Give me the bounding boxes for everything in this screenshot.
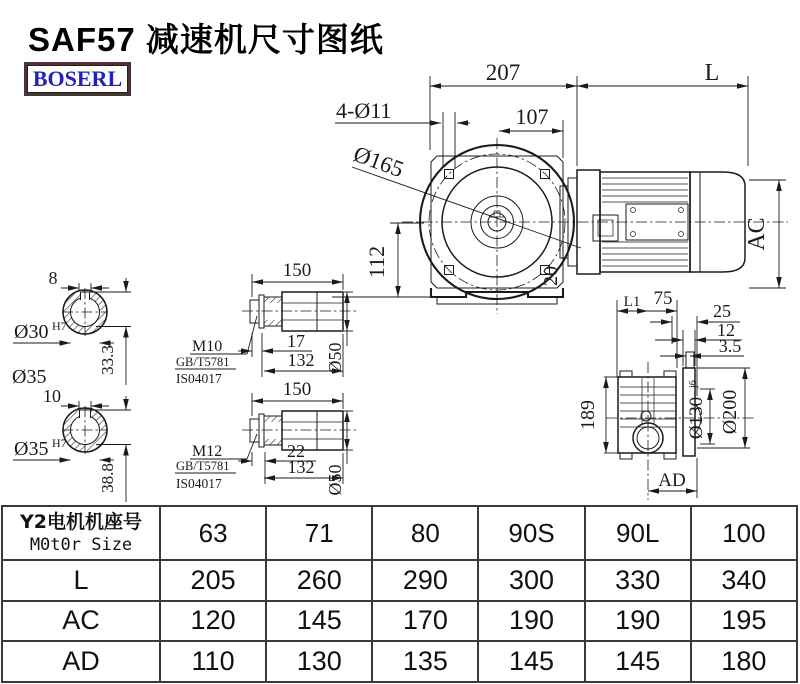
dim-17-label: 17 [287, 331, 305, 351]
table-header-row [2, 506, 797, 560]
dim-L-label: L [704, 60, 720, 86]
dim-O35-tolerance: H7 [52, 436, 67, 450]
front-view-dimensions [332, 60, 786, 297]
dim-O50-label-2: Ø50 [325, 464, 345, 496]
dim-189-label: 189 [577, 400, 599, 430]
dim-O200-label: Ø200 [719, 389, 741, 435]
dim-150-label-1: 150 [282, 260, 312, 281]
column-header: 71 [266, 506, 372, 560]
row-label: AC [2, 601, 160, 642]
shaft-section-1 [12, 268, 131, 388]
table-cell: 340 [691, 560, 797, 601]
table-cell: 195 [691, 601, 797, 642]
table-cell: 170 [372, 601, 478, 642]
dim-O165-label: Ø165 [350, 141, 407, 183]
dim-207-label: 207 [485, 60, 521, 85]
dim-L1-label: L1 [623, 294, 641, 310]
dim-O130-tolerance: j6 [688, 380, 699, 388]
std-iso-label-1: IS04017 [176, 371, 222, 386]
dim-38p8-label: 38.8 [98, 463, 117, 493]
dim-key10-label: 10 [43, 386, 61, 406]
page-title: SAF57 减速机尺寸图纸 [28, 21, 384, 58]
table-cell: 135 [372, 641, 478, 682]
table-cell: 205 [160, 560, 266, 601]
table-cell: 120 [160, 601, 266, 642]
dim-O35-label: Ø35 [14, 438, 49, 460]
column-header: 80 [372, 506, 478, 560]
dim-75-label: 75 [653, 288, 673, 309]
header-cn: Y2电机机座号 [20, 511, 142, 534]
dim-25-label: 25 [713, 301, 731, 321]
table-cell: 300 [478, 560, 584, 601]
dim-12-label: 12 [717, 320, 735, 340]
bolt-M10-label: M10 [192, 338, 223, 355]
dim-AC-label: AC [744, 217, 770, 251]
dim-4xO11-label: 4-Ø11 [336, 98, 392, 123]
table-cell: 290 [372, 560, 478, 601]
table-cell: 130 [266, 641, 372, 682]
header-en: M0t0r Size [29, 534, 133, 555]
table-cell: 180 [691, 641, 797, 682]
column-header: 100 [691, 506, 797, 560]
table-cell: 145 [266, 601, 372, 642]
dim-O50-label-1: Ø50 [325, 342, 345, 374]
row-label: L [2, 560, 160, 601]
dim-33p3-label: 33.3 [98, 345, 117, 375]
std-gb-label-2: GB/T5781 [176, 459, 230, 473]
front-view [402, 138, 788, 314]
column-header: 90S [478, 506, 584, 560]
brand-logo [24, 62, 131, 96]
dim-O130-label: Ø130 [686, 396, 707, 440]
table-cell: 260 [266, 560, 372, 601]
dim-O35-od-label: Ø35 [12, 366, 47, 388]
dim-132-label-1: 132 [287, 350, 315, 370]
dim-107-label: 107 [515, 104, 549, 129]
table-row-L [2, 560, 797, 601]
table-cell: 330 [585, 560, 691, 601]
dim-132-label-2: 132 [287, 457, 315, 477]
table-cell: 190 [478, 601, 584, 642]
table-row-AD [2, 641, 797, 682]
table-cell: 145 [585, 641, 691, 682]
dim-3p5-label: 3.5 [718, 336, 742, 356]
motor-size-table [1, 505, 798, 683]
sleeve-2 [175, 379, 356, 496]
bolt-M12-label: M12 [192, 443, 223, 460]
sleeve-1 [175, 260, 356, 386]
dim-AD-label: AD [658, 470, 686, 491]
table-cell: 145 [478, 641, 584, 682]
brand-logo-text: BOSERL [32, 66, 123, 91]
dim-O30-tolerance: H7 [52, 319, 67, 333]
dim-20-label: 20 [540, 266, 562, 286]
table-cell: 110 [160, 641, 266, 682]
shaft-section-2 [13, 386, 131, 502]
dim-key8-label: 8 [48, 268, 58, 288]
std-iso-label-2: IS04017 [176, 476, 222, 491]
table-row-AC [2, 601, 797, 642]
dim-150-label-2: 150 [282, 379, 312, 400]
dim-22-label: 22 [287, 441, 305, 461]
dim-112-label: 112 [364, 245, 389, 279]
table-cell: 190 [585, 601, 691, 642]
row-label: AD [2, 641, 160, 682]
side-view-dimensions [577, 288, 750, 498]
dim-O30-label: Ø30 [14, 321, 49, 343]
std-gb-label-1: GB/T5781 [176, 355, 230, 369]
column-header: 63 [160, 506, 266, 560]
column-header: 90L [585, 506, 691, 560]
table-header-motor-size [2, 506, 160, 560]
